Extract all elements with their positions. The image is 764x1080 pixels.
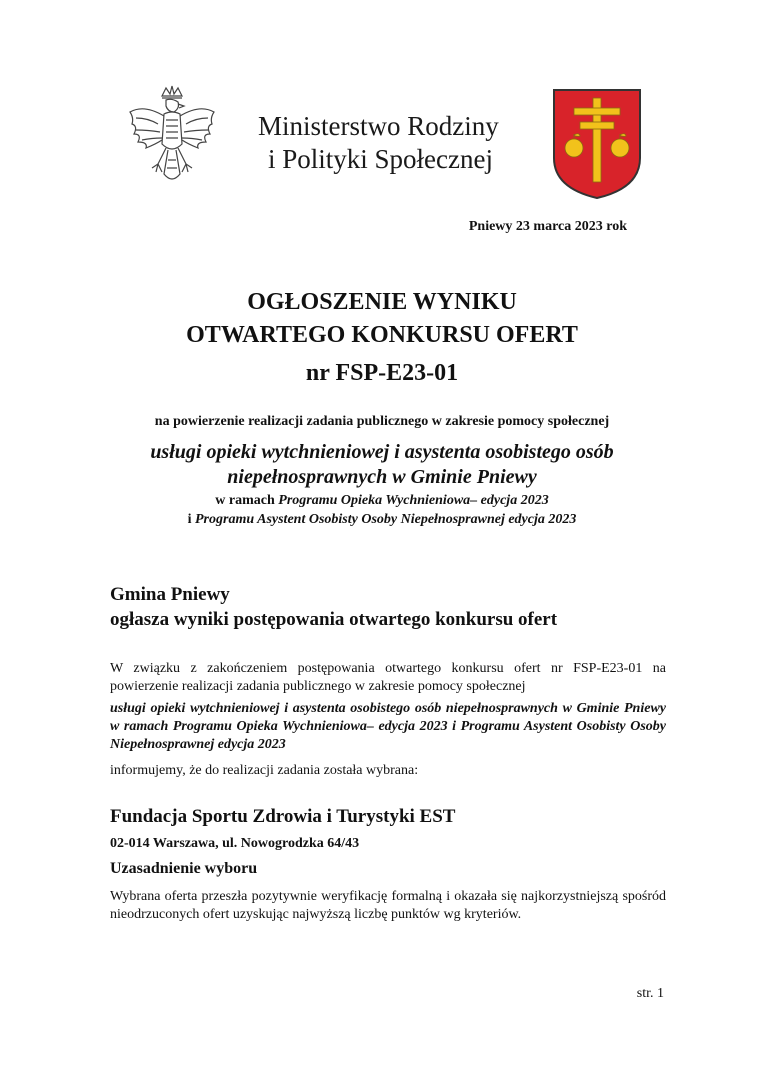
task-name-line2: niepełnosprawnych w Gminie Pniewy: [227, 466, 537, 488]
program-info: [0, 491, 764, 529]
justification-heading: Uzasadnienie wyboru: [110, 860, 258, 877]
task-name-line1: usługi opieki wytchnieniowej i asystenta osobistego osób: [150, 441, 614, 463]
task-name: [0, 440, 764, 490]
program-prefix2: i: [187, 512, 195, 527]
justification-text: Wybrana oferta przeszła pozytywnie weryfikację formalną i okazała się najkorzystniejszą spośród nieodrzuconych ofert uzyskując najwyższą liczbę punktów wg kryteriów.: [110, 889, 666, 922]
document-date: Pniewy 23 marca 2023 rok: [468, 219, 627, 234]
program-name1: Programu Opieka Wychnieniowa– edycja 2023: [278, 493, 549, 508]
intro-paragraph: W związku z zakończeniem postępowania otwartego konkursu ofert nr FSP-E23-01 na powierzenie realizacji zadania publicznego w zakresie pomocy społecznej: [110, 661, 666, 694]
title-line2: OTWARTEGO KONKURSU OFERT: [186, 322, 578, 348]
announcer-statement: ogłasza wyniki postępowania otwartego konkursu ofert: [110, 609, 558, 630]
title-line1: OGŁOSZENIE WYNIKU: [247, 289, 517, 315]
competition-number: nr FSP-E23-01: [305, 360, 459, 386]
ministry-name: [258, 110, 499, 176]
ministry-name-line1: Ministerstwo Rodziny: [258, 111, 499, 141]
program-line1: [0, 491, 764, 510]
ministry-name-line2: i Polityki Społecznej: [268, 144, 493, 174]
announcer-name: Gmina Pniewy: [110, 584, 230, 605]
page-number: str. 1: [636, 986, 664, 1001]
inform-paragraph: informujemy, że do realizacji zadania została wybrana:: [110, 763, 419, 778]
program-prefix1: w ramach: [215, 493, 279, 508]
winner-address: 02-014 Warszawa, ul. Nowogrodzka 64/43: [110, 836, 360, 851]
program-name2: Programu Asystent Osobisty Osoby Niepełnosprawnej edycja 2023: [195, 512, 577, 527]
pniewy-coat-of-arms-icon: [552, 88, 642, 200]
winner-name: Fundacja Sportu Zdrowia i Turystyki EST: [110, 806, 456, 827]
task-full-paragraph: usługi opieki wytchnieniowej i asystenta osobistego osób niepełnosprawnych w Gminie Pniewy w ramach Programu Opieka Wychnieniowa– edycja 2023 i Programu Asystent Osobisty Osoby Niepełnosprawnej edycja 2023: [110, 701, 666, 752]
program-line2: [0, 510, 764, 529]
polish-eagle-emblem-icon: [124, 84, 220, 190]
subtitle: na powierzenie realizacji zadania publicznego w zakresie pomocy społecznej: [154, 414, 610, 429]
